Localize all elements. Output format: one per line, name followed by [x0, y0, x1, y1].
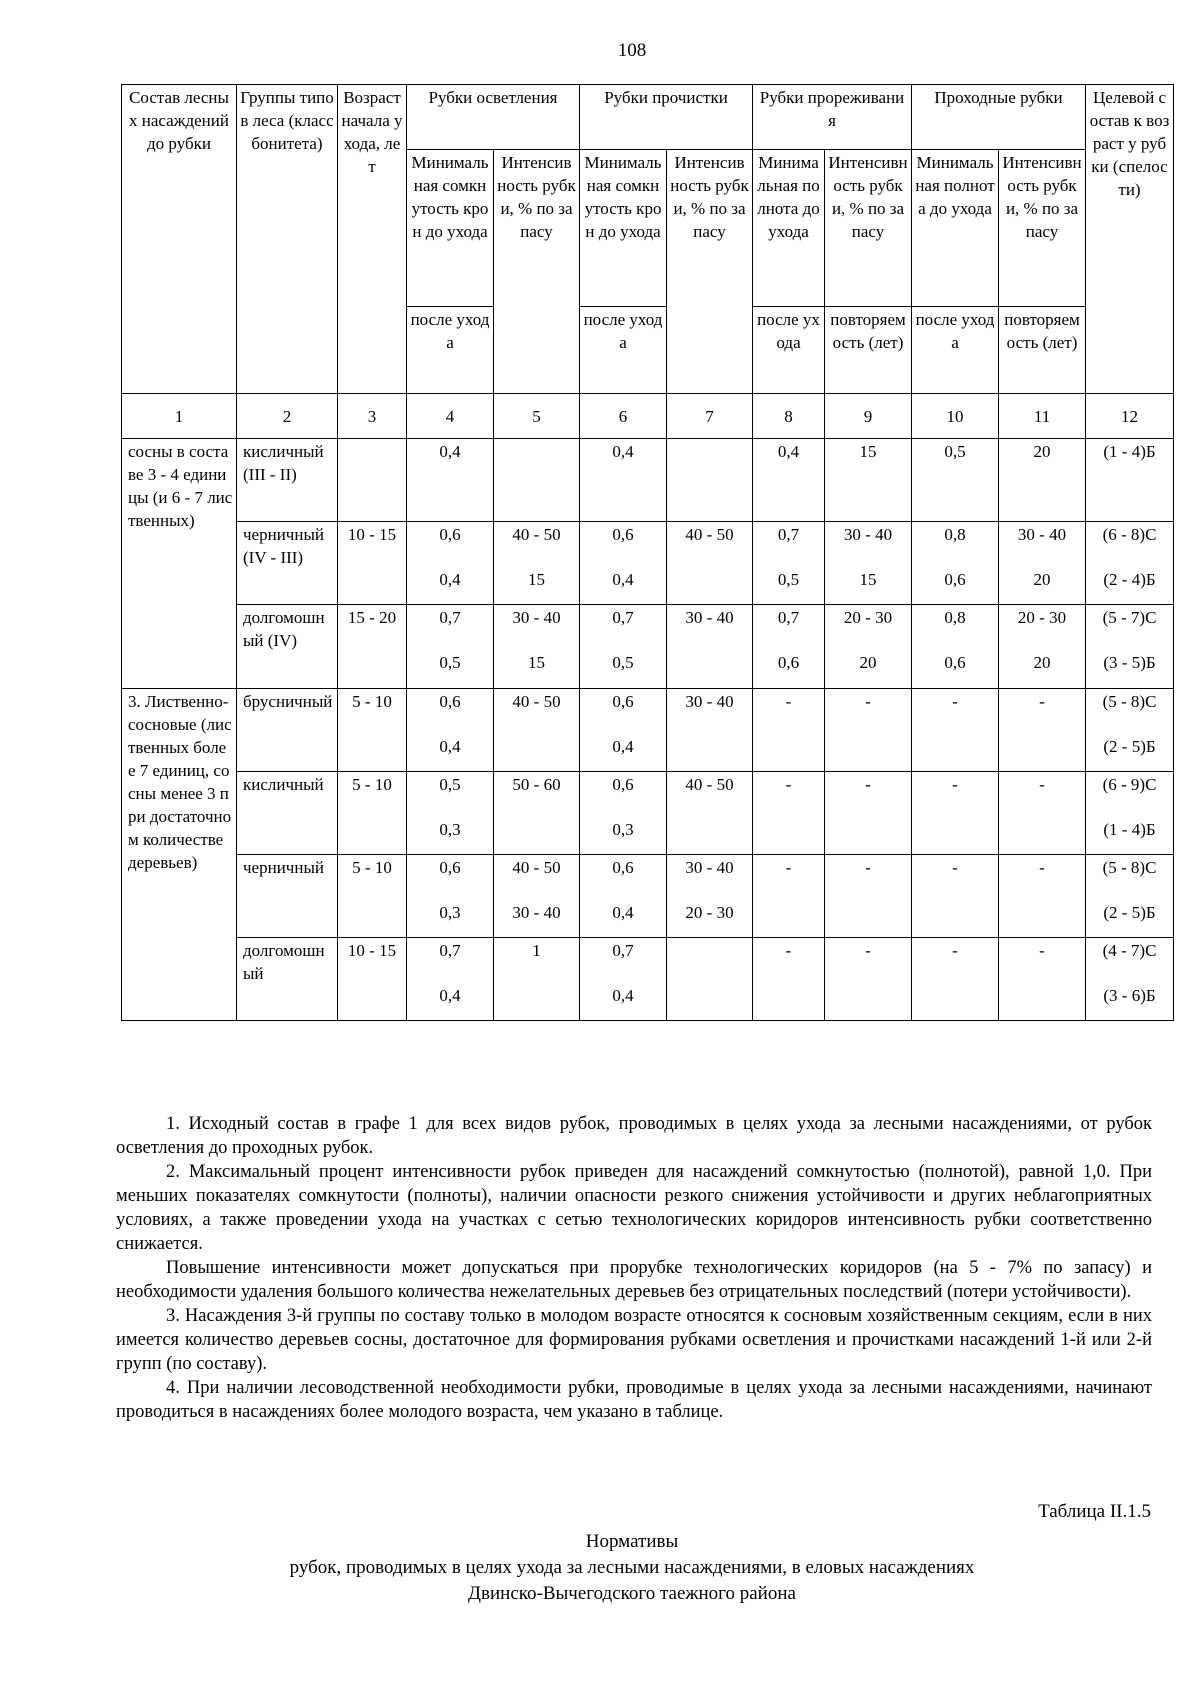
cell-c7 — [667, 772, 753, 855]
header-min-closure: Минимальная сомкнутость крон до ухода — [580, 150, 667, 307]
cell-c7 — [667, 855, 753, 938]
cell-value: 0,5 — [612, 653, 634, 672]
start-age: 5 - 10 — [338, 855, 407, 938]
cell-value: (3 - 6)Б — [1103, 986, 1156, 1005]
cell-value: 0,7 — [777, 525, 800, 544]
title-line-3: Двинско-Вычегодского таежного района — [468, 1583, 796, 1604]
cell-c9 — [825, 605, 912, 689]
cell-value: 0,7 — [777, 608, 800, 627]
cell-value: (6 - 9)С — [1102, 775, 1157, 794]
cell-c4 — [407, 938, 494, 1021]
cell-c12 — [1086, 938, 1174, 1021]
cell-c6 — [580, 772, 667, 855]
cell-value: 30 - 40 — [843, 525, 893, 544]
cell-value: 0,6 — [777, 653, 800, 672]
cell-value: 30 - 40 — [512, 903, 561, 922]
header-target-composition: Целевой состав к возраст у рубки (спелости) — [1086, 85, 1174, 394]
cell-value: (2 - 4)Б — [1103, 570, 1156, 589]
cell-value: 30 - 40 — [685, 858, 734, 877]
cell-value: 0,6 — [612, 858, 634, 877]
cell-c10 — [912, 938, 999, 1021]
forest-type: долгомошный — [237, 938, 338, 1021]
cell-c8 — [753, 938, 825, 1021]
cell-value: 0,8 — [944, 608, 966, 627]
cell-value: - — [865, 775, 871, 794]
table-title — [0, 1529, 1200, 1607]
start-age: 5 - 10 — [338, 689, 407, 772]
cell-c8 — [753, 605, 825, 689]
cell-value: 30 - 40 — [685, 692, 734, 711]
cell-c10 — [912, 605, 999, 689]
cell-value: (2 - 5)Б — [1103, 903, 1156, 922]
cell-value: - — [785, 858, 792, 877]
table-row — [122, 689, 1174, 772]
table-row — [122, 439, 1174, 522]
cell-c9 — [825, 938, 912, 1021]
note-2: 2. Максимальный процент интенсивности рубок приведен для насаждений сомкнутостью (полнотой), равной 1,0. При меньших показателях сомкнутости (полноты), наличии опасности резкого снижения устойчивости и других неблагоприятных условиях, а также проведении ухода на участках с сетью технологических коридоров интенсивность рубки соответственно снижается. — [116, 1162, 1152, 1254]
cell-value: (4 - 7)С — [1102, 941, 1157, 960]
table-row — [122, 605, 1174, 689]
cell-c5 — [494, 605, 580, 689]
start-age: 15 - 20 — [338, 605, 407, 689]
norms-table — [121, 84, 1174, 1021]
notes — [116, 1112, 1152, 1424]
column-number: 2 — [237, 394, 338, 439]
cell-c9 — [825, 522, 912, 605]
cell-c6 — [580, 605, 667, 689]
cell-c11 — [999, 439, 1086, 522]
cell-c7 — [667, 605, 753, 689]
cell-value: 20 - 30 — [685, 903, 734, 922]
cell-c5 — [494, 522, 580, 605]
cell-c9 — [825, 772, 912, 855]
cell-value: 0,4 — [439, 570, 461, 589]
cell-value: 20 - 30 — [843, 608, 893, 627]
cell-value: 0,4 — [439, 986, 461, 1005]
header-repeat-period: повторяемость (лет) — [825, 307, 912, 394]
header-min-closure: Минимальная сомкнутость крон до ухода — [407, 150, 494, 307]
cell-value: - — [865, 858, 871, 877]
cell-value: 20 - 30 — [1017, 608, 1067, 627]
cell-c6 — [580, 522, 667, 605]
cell-c11 — [999, 522, 1086, 605]
forest-type: черничный (IV - III) — [237, 522, 338, 605]
cell-c5 — [494, 855, 580, 938]
cell-c5 — [494, 772, 580, 855]
cell-value: 0,7 — [612, 941, 634, 960]
cell-value: 0,3 — [439, 820, 461, 839]
cell-c12 — [1086, 689, 1174, 772]
page-number: 108 — [617, 40, 647, 61]
cell-value: 20 — [1033, 570, 1051, 589]
cell-value: 0,7 — [612, 608, 634, 627]
cell-value: 30 - 40 — [685, 608, 734, 627]
header-intensity: Интенсивность рубки, % по запасу — [825, 150, 912, 307]
cell-value: 40 - 50 — [512, 525, 561, 544]
cell-c10 — [912, 522, 999, 605]
cell-value: 15 — [528, 653, 545, 672]
cell-c11 — [999, 689, 1086, 772]
cell-c5 — [494, 689, 580, 772]
cell-value: 0,5 — [439, 775, 461, 794]
start-age — [338, 439, 407, 522]
column-number: 6 — [580, 394, 667, 439]
cell-c4 — [407, 522, 494, 605]
cell-c8 — [753, 439, 825, 522]
cell-c4 — [407, 855, 494, 938]
cell-value: - — [785, 692, 792, 711]
column-number: 12 — [1086, 394, 1174, 439]
cell-c10 — [912, 772, 999, 855]
cell-value: 15 — [859, 442, 877, 461]
note-4: 4. При наличии лесоводственной необходимости рубки, проводимые в целях ухода за лесными насаждениями, начинают проводиться в насаждениях более молодого возраста, чем указано в таблице. — [116, 1378, 1152, 1422]
cell-value: 0,8 — [944, 525, 966, 544]
cell-c4 — [407, 605, 494, 689]
column-number: 4 — [407, 394, 494, 439]
cell-c4 — [407, 439, 494, 522]
cell-value: - — [1039, 941, 1045, 960]
cell-c10 — [912, 689, 999, 772]
header-repeat-period: повторяемость (лет) — [999, 307, 1086, 394]
cell-value: (3 - 5)Б — [1103, 653, 1156, 672]
cell-c9 — [825, 689, 912, 772]
cell-value: 0,3 — [439, 903, 461, 922]
cell-c11 — [999, 855, 1086, 938]
header-start-age: Возраст начала ухода, лет — [338, 85, 407, 394]
column-number: 7 — [667, 394, 753, 439]
start-age: 10 - 15 — [338, 522, 407, 605]
header-after-care: после ухода — [580, 307, 667, 394]
header-intensity: Интенсивность рубки, % по запасу — [667, 150, 753, 394]
cell-value: 30 - 40 — [512, 608, 561, 627]
header-intensity: Интенсивность рубки, % по запасу — [999, 150, 1086, 307]
cell-c10 — [912, 439, 999, 522]
cell-value: 30 - 40 — [1017, 525, 1067, 544]
column-number: 10 — [912, 394, 999, 439]
table-row — [122, 522, 1174, 605]
cell-c8 — [753, 522, 825, 605]
header-min-density: Минимальная полнота до ухода — [912, 150, 999, 307]
cell-value: 40 - 50 — [512, 858, 561, 877]
cell-value: - — [952, 858, 958, 877]
column-number: 5 — [494, 394, 580, 439]
cell-value: 0,4 — [612, 737, 634, 756]
cell-c12 — [1086, 855, 1174, 938]
cell-c4 — [407, 689, 494, 772]
cell-c11 — [999, 605, 1086, 689]
cell-value: - — [1039, 692, 1045, 711]
column-number: 8 — [753, 394, 825, 439]
cell-value: (2 - 5)Б — [1103, 737, 1156, 756]
cell-value: 0,6 — [612, 692, 634, 711]
cell-value: 40 - 50 — [685, 525, 734, 544]
column-number: 3 — [338, 394, 407, 439]
cell-value: - — [952, 775, 958, 794]
cell-c11 — [999, 938, 1086, 1021]
forest-type: черничный — [237, 855, 338, 938]
cell-c12 — [1086, 772, 1174, 855]
cell-c11 — [999, 772, 1086, 855]
table-row — [122, 772, 1174, 855]
column-number: 1 — [122, 394, 237, 439]
header-prochistka: Рубки прочистки — [580, 85, 753, 150]
cell-c9 — [825, 439, 912, 522]
header-after-care: после ухода — [407, 307, 494, 394]
header-forest-type: Группы типов леса (класс бонитета) — [237, 85, 338, 394]
cell-value: 0,4 — [777, 442, 800, 461]
cell-value: (5 - 8)С — [1102, 692, 1157, 711]
cell-c8 — [753, 689, 825, 772]
cell-value: 0,4 — [612, 570, 634, 589]
cell-value: 1 — [532, 941, 541, 960]
cell-value: - — [952, 692, 958, 711]
cell-value: 20 — [1033, 442, 1051, 461]
cell-value: 0,3 — [612, 820, 634, 839]
header-min-density: Минимальная полнота до ухода — [753, 150, 825, 307]
cell-value: 0,4 — [612, 986, 634, 1005]
cell-value: 0,4 — [439, 442, 461, 461]
title-line-2: рубок, проводимых в целях ухода за лесными насаждениями, в еловых насаждениях — [289, 1557, 975, 1578]
cell-value: 0,6 — [439, 858, 461, 877]
column-number: 11 — [999, 394, 1086, 439]
forest-type: брусничный — [237, 689, 338, 772]
cell-value: 0,4 — [612, 903, 634, 922]
note-2-continued: Повышение интенсивности может допускаться при прорубке технологических коридоров (на 5 - 7% по запасу) и необходимости удаления большого количества нежелательных деревьев без отрицательных последствий (потери устойчивости). — [116, 1258, 1152, 1302]
cell-c6 — [580, 439, 667, 522]
cell-c7 — [667, 938, 753, 1021]
note-1: 1. Исходный состав в графе 1 для всех видов рубок, проводимых в целях ухода за лесными насаждениями, от рубок осветления до проходных рубок. — [116, 1114, 1152, 1158]
table-label: Таблица II.1.5 — [1038, 1501, 1151, 1522]
cell-value: 40 - 50 — [512, 692, 561, 711]
cell-value: 0,6 — [612, 525, 634, 544]
cell-c6 — [580, 689, 667, 772]
start-age: 10 - 15 — [338, 938, 407, 1021]
forest-type: кисличный — [237, 772, 338, 855]
cell-value: 0,5 — [439, 653, 461, 672]
cell-value: 40 - 50 — [685, 775, 734, 794]
header-osvetlenie: Рубки осветления — [407, 85, 580, 150]
cell-c7 — [667, 689, 753, 772]
cell-value: - — [785, 941, 792, 960]
header-composition: Состав лесных насаждений до рубки — [122, 85, 237, 394]
cell-value: (1 - 4)Б — [1103, 442, 1156, 461]
cell-c5 — [494, 439, 580, 522]
column-number: 9 — [825, 394, 912, 439]
table-row — [122, 938, 1174, 1021]
cell-c12 — [1086, 522, 1174, 605]
table-row — [122, 855, 1174, 938]
cell-value: 20 — [1033, 653, 1051, 672]
cell-c7 — [667, 522, 753, 605]
group-label: сосны в составе 3 - 4 единицы (и 6 - 7 лиственных) — [122, 439, 237, 689]
cell-value: 15 — [859, 570, 877, 589]
header-after-care: после ухода — [753, 307, 825, 394]
cell-value: - — [785, 775, 792, 794]
cell-value: (1 - 4)Б — [1103, 820, 1156, 839]
cell-value: (5 - 8)С — [1102, 858, 1157, 877]
header-after-care: после ухода — [912, 307, 999, 394]
header-prohodnye: Проходные рубки — [912, 85, 1086, 150]
cell-value: 0,6 — [439, 692, 461, 711]
group-label: 3. Лиственно-сосновые (лиственных более 7 единиц, сосны менее 3 при достаточном количестве деревьев) — [122, 689, 237, 1021]
cell-value: - — [1039, 775, 1045, 794]
cell-c8 — [753, 855, 825, 938]
cell-value: 0,7 — [439, 941, 461, 960]
cell-value: 0,5 — [944, 442, 966, 461]
note-3: 3. Насаждения 3-й группы по составу только в молодом возрасте относятся к сосновым хозяйственным секциям, если в них имеется количество деревьев сосны, достаточное для формирования рубками осветления и прочистками насаждений 1-й или 2-й групп (по составу). — [116, 1306, 1152, 1374]
cell-c8 — [753, 772, 825, 855]
cell-value: 20 — [859, 653, 877, 672]
cell-value: 0,6 — [439, 525, 461, 544]
cell-value: (6 - 8)С — [1102, 525, 1157, 544]
header-prorezhivanie: Рубки прореживания — [753, 85, 912, 150]
cell-value: 0,6 — [944, 653, 966, 672]
cell-value: 50 - 60 — [512, 775, 561, 794]
cell-value: 15 — [528, 570, 545, 589]
cell-c6 — [580, 855, 667, 938]
cell-value: 0,6 — [944, 570, 966, 589]
cell-value: - — [952, 941, 958, 960]
cell-value: 0,7 — [439, 608, 461, 627]
cell-value: 0,6 — [612, 775, 634, 794]
forest-type: долгомошный (IV) — [237, 605, 338, 689]
header-intensity: Интенсивность рубки, % по запасу — [494, 150, 580, 394]
cell-value: 0,4 — [439, 737, 461, 756]
title-line-1: Нормативы — [585, 1531, 679, 1552]
cell-c5 — [494, 938, 580, 1021]
cell-value: - — [865, 941, 871, 960]
cell-value: - — [1039, 858, 1045, 877]
cell-c12 — [1086, 439, 1174, 522]
start-age: 5 - 10 — [338, 772, 407, 855]
cell-value: 0,5 — [777, 570, 800, 589]
cell-c4 — [407, 772, 494, 855]
cell-value: 0,4 — [612, 442, 634, 461]
cell-c9 — [825, 855, 912, 938]
forest-type: кисличный (III - II) — [237, 439, 338, 522]
cell-c12 — [1086, 605, 1174, 689]
cell-value: (5 - 7)С — [1102, 608, 1157, 627]
cell-c7 — [667, 439, 753, 522]
cell-c10 — [912, 855, 999, 938]
cell-value: - — [865, 692, 871, 711]
cell-c6 — [580, 938, 667, 1021]
